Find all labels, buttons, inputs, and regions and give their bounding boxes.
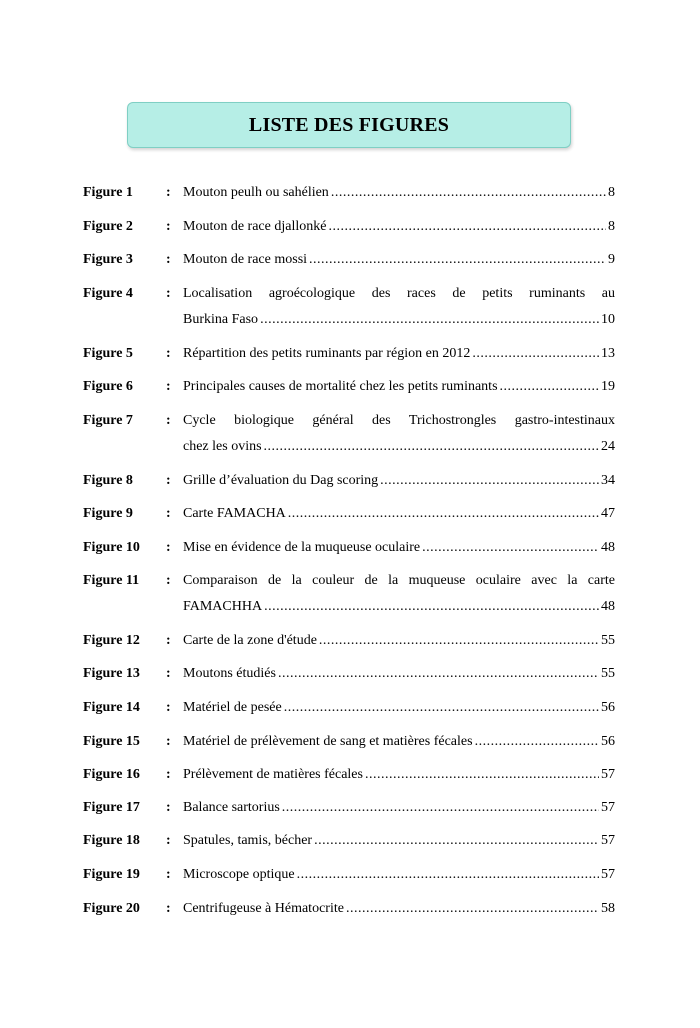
separator: :	[166, 252, 171, 267]
figure-caption: Moutons étudiés	[183, 666, 276, 681]
figure-caption: Prélèvement de matières fécales	[183, 767, 363, 782]
figure-caption: Répartition des petits ruminants par région en 2012	[183, 346, 471, 361]
figure-number: Figure 9	[83, 506, 133, 521]
figure-number: Figure 16	[83, 767, 140, 782]
separator: :	[166, 800, 171, 815]
figure-caption: Matériel de prélèvement de sang et matières fécales	[183, 734, 473, 749]
figure-number: Figure 13	[83, 666, 140, 681]
figure-number: Figure 6	[83, 379, 133, 394]
dot-leader	[500, 374, 599, 400]
figure-caption: Mise en évidence de la muqueuse oculaire	[183, 540, 421, 555]
separator: :	[166, 867, 171, 882]
figure-number: Figure 12	[83, 633, 140, 648]
dot-leader	[309, 247, 606, 273]
figure-caption-line1: Localisation agroécologique des races de petits ruminants au	[183, 286, 615, 301]
separator: :	[166, 666, 171, 681]
figure-caption: Principales causes de mortalité chez les petits ruminants	[183, 379, 498, 394]
page-number: 55	[601, 633, 615, 648]
page-number: 57	[601, 800, 615, 815]
page-number: 57	[601, 767, 615, 782]
figure-number: Figure 15	[83, 734, 140, 749]
title-box	[127, 102, 571, 148]
figure-number: Figure 17	[83, 800, 140, 815]
dot-leader	[297, 862, 599, 888]
separator: :	[166, 473, 171, 488]
dot-leader	[475, 729, 599, 755]
figure-number: Figure 7	[83, 413, 133, 428]
dot-leader	[264, 434, 599, 460]
figure-caption: Carte de la zone d'étude	[183, 633, 317, 648]
separator: :	[166, 346, 171, 361]
figure-number: Figure 18	[83, 833, 140, 848]
figure-number: Figure 20	[83, 901, 140, 916]
figure-caption: Mouton de race djallonké	[183, 219, 327, 234]
dot-leader	[288, 501, 599, 527]
figure-caption: Carte FAMACHA	[183, 506, 286, 521]
figure-caption: Burkina Faso	[183, 312, 259, 327]
dot-leader	[282, 795, 599, 821]
separator: :	[166, 767, 171, 782]
dot-leader	[284, 695, 599, 721]
page-number: 8	[608, 219, 615, 234]
figure-caption: Grille d’évaluation du Dag scoring	[183, 473, 379, 488]
page-number: 13	[601, 346, 615, 361]
page-title: LISTE DES FIGURES	[248, 113, 450, 136]
dot-leader	[422, 535, 599, 561]
dot-leader	[328, 214, 606, 240]
figure-caption: Centrifugeuse à Hématocrite	[183, 901, 344, 916]
figure-caption: Matériel de pesée	[183, 700, 282, 715]
page-number: 56	[601, 734, 615, 749]
page-number: 56	[601, 700, 615, 715]
dot-leader	[264, 594, 599, 620]
figure-caption-line1: Cycle biologique général des Trichostrongles gastro-intestinaux	[183, 413, 615, 428]
figure-number: Figure 10	[83, 540, 140, 555]
separator: :	[166, 734, 171, 749]
separator: :	[166, 833, 171, 848]
figure-caption: Balance sartorius	[183, 800, 280, 815]
separator: :	[166, 633, 171, 648]
figure-number: Figure 14	[83, 700, 140, 715]
separator: :	[166, 286, 171, 301]
figure-number: Figure 8	[83, 473, 133, 488]
separator: :	[166, 540, 171, 555]
dot-leader	[278, 661, 599, 687]
figure-number: Figure 11	[83, 573, 140, 588]
figure-number: Figure 3	[83, 252, 133, 267]
page-number: 8	[608, 185, 615, 200]
figure-caption: Mouton de race mossi	[183, 252, 308, 267]
page-number: 34	[601, 473, 615, 488]
figure-caption: Mouton peulh ou sahélien	[183, 185, 329, 200]
separator: :	[166, 506, 171, 521]
page-number: 47	[601, 506, 615, 521]
figure-caption: Spatules, tamis, bécher	[183, 833, 313, 848]
page-number: 57	[601, 867, 615, 882]
dot-leader	[346, 896, 599, 922]
separator: :	[166, 700, 171, 715]
figure-caption: FAMACHHA	[183, 599, 263, 614]
figure-caption: chez les ovins	[183, 439, 262, 454]
page-number: 24	[601, 439, 615, 454]
page-number: 57	[601, 833, 615, 848]
separator: :	[166, 573, 171, 588]
dot-leader	[319, 628, 599, 654]
page-number: 19	[601, 379, 615, 394]
page-number: 58	[601, 901, 615, 916]
figure-number: Figure 2	[83, 219, 133, 234]
separator: :	[166, 219, 171, 234]
dot-leader	[331, 180, 606, 206]
page-number: 9	[608, 252, 615, 267]
figure-number: Figure 5	[83, 346, 133, 361]
dot-leader	[365, 762, 599, 788]
separator: :	[166, 185, 171, 200]
figure-number: Figure 1	[83, 185, 133, 200]
figure-number: Figure 4	[83, 286, 133, 301]
separator: :	[166, 901, 171, 916]
figure-number: Figure 19	[83, 867, 140, 882]
separator: :	[166, 379, 171, 394]
separator: :	[166, 413, 171, 428]
page-number: 10	[601, 312, 615, 327]
page-number: 48	[601, 540, 615, 555]
dot-leader	[314, 828, 599, 854]
dot-leader	[260, 307, 599, 333]
page-number: 55	[601, 666, 615, 681]
dot-leader	[380, 468, 599, 494]
dot-leader	[472, 341, 599, 367]
page-number: 48	[601, 599, 615, 614]
figure-caption: Microscope optique	[183, 867, 295, 882]
figure-caption-line1: Comparaison de la couleur de la muqueuse oculaire avec la carte	[183, 573, 615, 588]
